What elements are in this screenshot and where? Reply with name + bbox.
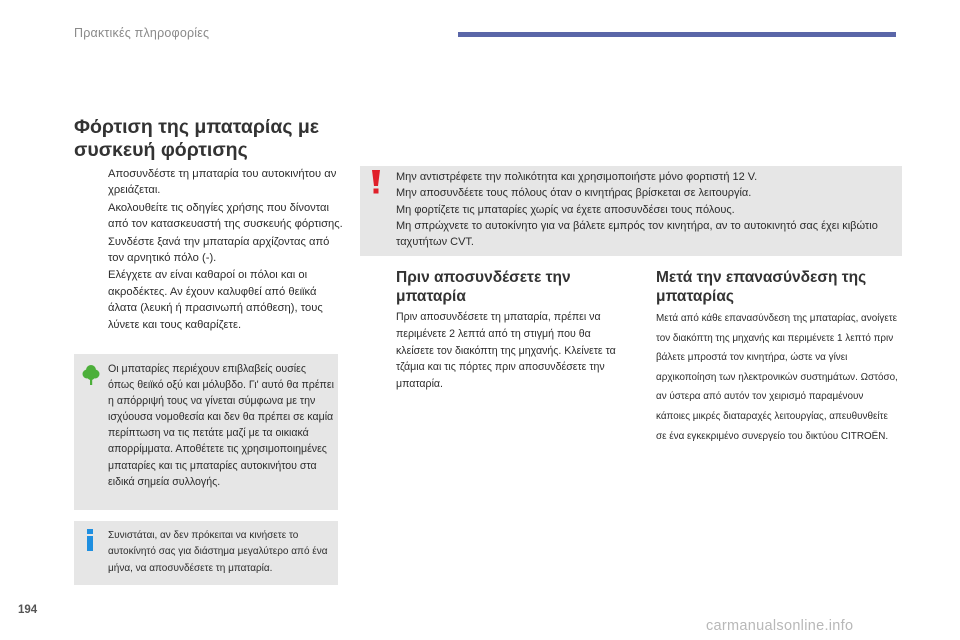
tree-icon — [82, 364, 100, 386]
info-icon — [84, 529, 96, 551]
list-item — [88, 166, 348, 199]
watermark: carmanualsonline.info — [706, 618, 854, 634]
warning-line: Μην αντιστρέφετε την πολικότητα και χρησιμοποιήστε μόνο φορτιστή 12 V. — [396, 171, 758, 183]
after-reconnect-heading: Μετά την επανασύνδεση της μπαταρίας — [656, 269, 867, 305]
before-disconnect-text: Πριν αποσυνδέσετε τη μπαταρία, πρέπει να περιμένετε 2 λεπτά από τη στιγμή που θα κλείσετε τον διακόπτη της μηχανής. Κλείνετε τα τζάμια και τις πόρτες πριν αποσυνδέσετε την μπαταρία. — [396, 311, 616, 391]
warning-note-text — [396, 169, 896, 250]
instruction-list — [88, 166, 348, 334]
warning-line: Μην αποσυνδέετε τους πόλους όταν ο κινητήρας βρίσκεται σε λειτουργία. — [396, 187, 752, 200]
list-item — [88, 267, 348, 333]
header-section-title: Πρακτικές πληροφορίες — [74, 26, 210, 40]
list-item-text: Συνδέστε ξανά την μπαταρία αρχίζοντας από τον αρνητικό πόλο (-). — [108, 235, 330, 265]
before-disconnect-heading: Πριν αποσυνδέσετε την μπαταρία — [396, 269, 571, 305]
page-title: Φόρτιση της μπαταρίας με συσκευή φόρτισης — [74, 116, 320, 161]
info-note-text: Συνιστάται, αν δεν πρόκειται να κινήσετε το αυτοκίνητό σας για διάστημα μεγαλύτερο από ένα μήνα, να αποσυνδέσετε τη μπαταρία. — [108, 530, 328, 574]
header-accent-bar — [458, 32, 896, 37]
warning-line: Μη σπρώχνετε το αυτοκίνητο για να βάλετε εμπρός τον κινητήρα, αν το αυτοκινητό σας έχει κιβώτιο ταχυτήτων CVT. — [396, 219, 878, 249]
list-item — [88, 200, 348, 233]
after-reconnect-text: Μετά από κάθε επανασύνδεση της μπαταρίας, ανοίγετε τον διακόπτη της μηχανής και περιμένετε 1 λεπτό πριν βάλετε μπροστά τον κινητήρα, ώστε να γίνει αρχικοποίηση των ηλεκτρονικών συστημάτων. Ωστόσο, αν ύστερα από αυτόν τον χειρισμό παραμένουν κάποιες μικρές διαταραχές λειτουργίας, απευθυνθείτε σε ένα εγκεκριμένο συνεργείο του δικτύου CITROËN. — [656, 313, 898, 442]
list-item — [88, 234, 348, 267]
environment-note-text: Οι μπαταρίες περιέχουν επιβλαβείς ουσίες όπως θειϊκό οξύ και μόλυβδο. Γι' αυτό θα πρέπει η απόρριψή τους να γίνεται σύμφωνα με την ισχύουσα νομοθεσία και δεν θα πρέπει σε καμία περίπτωση να τις πετάτε μαζί με τα οικιακά απορρίμματα. Αποθέτετε τις χρησιμοποιημένες μπαταρίες και τις μπαταρίες αυτοκινήτου στα ειδικά σημεία συλλογής. — [108, 363, 334, 488]
list-item-text: Αποσυνδέστε τη μπαταρία του αυτοκινήτου αν χρειάζεται. — [108, 168, 337, 197]
page-number: 194 — [18, 604, 38, 616]
warning-line: Μη φορτίζετε τις μπαταρίες χωρίς να έχετε αποσυνδέσει τους πόλους. — [396, 203, 735, 216]
list-item-text: Ελέγχετε αν είναι καθαροί οι πόλοι και οι ακροδέκτες. Αν έχουν καλυφθεί από θειϊκά άλατα (λευκή ή πρασινωπή απόθεση), τους λύνετε και τους καθαρίζετε. — [108, 269, 323, 331]
exclamation-icon — [370, 170, 382, 194]
list-item-text: Ακολουθείτε τις οδηγίες χρήσης που δίνονται από τον κατασκευαστή της συσκευής φόρτισης. — [108, 201, 343, 231]
